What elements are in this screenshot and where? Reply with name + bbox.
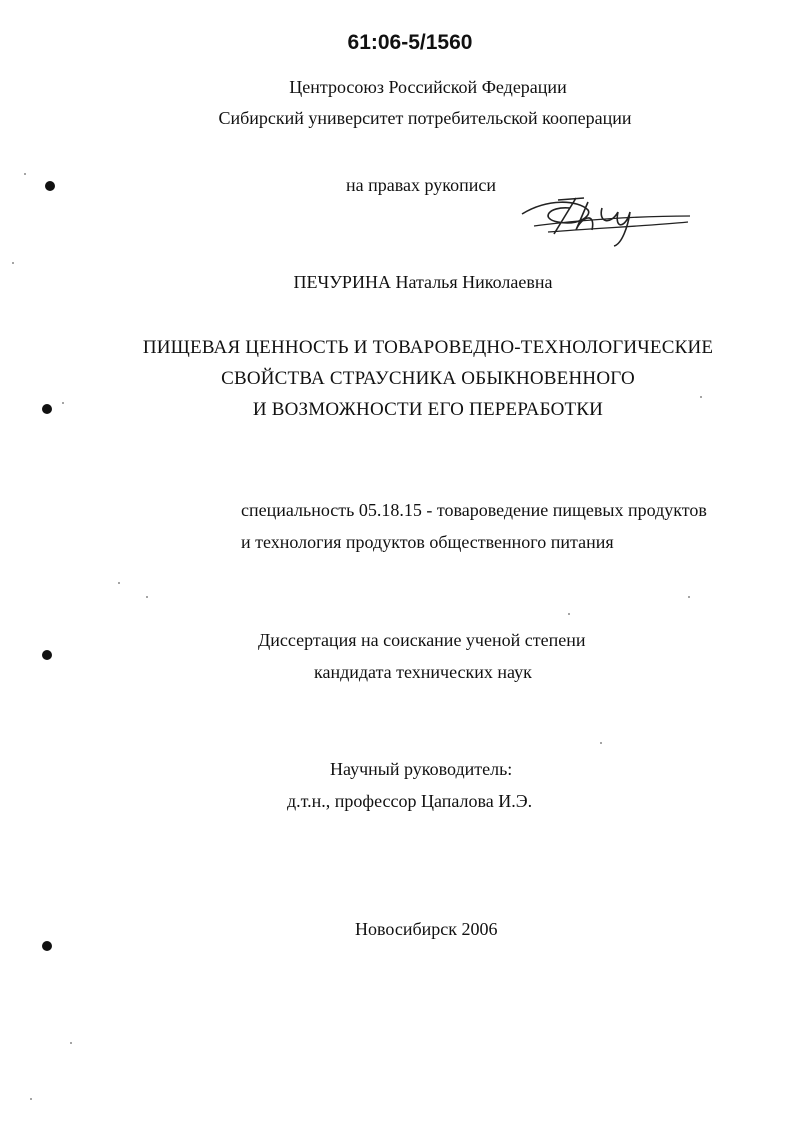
scan-speck	[700, 396, 702, 398]
specialty-line-1: специальность 05.18.15 - товароведение пищевых продуктов	[241, 500, 707, 520]
punch-hole	[42, 650, 52, 660]
place-year: Новосибирск 2006	[355, 919, 498, 939]
author-name: ПЕЧУРИНА Наталья Николаевна	[293, 272, 553, 292]
scan-speck	[62, 402, 64, 404]
punch-hole	[42, 941, 52, 951]
scan-speck	[568, 613, 570, 615]
registry-number: 61:06-5/1560	[347, 31, 473, 54]
punch-hole	[42, 404, 52, 414]
scan-speck	[600, 742, 602, 744]
scan-speck	[70, 1042, 72, 1044]
scan-speck	[118, 582, 120, 584]
signature	[518, 186, 694, 248]
thesis-title-line-3: И ВОЗМОЖНОСТИ ЕГО ПЕРЕРАБОТКИ	[252, 399, 604, 420]
thesis-title-line-2: СВОЙСТВА СТРАУСНИКА ОБЫКНОВЕННОГО	[221, 368, 635, 389]
manuscript-note: на правах рукописи	[346, 175, 496, 195]
scan-speck	[30, 1098, 32, 1100]
university: Сибирский университет потребительской кооперации	[218, 108, 632, 128]
organization: Центросоюз Российской Федерации	[289, 77, 567, 97]
scan-speck	[12, 262, 14, 264]
scan-speck	[688, 596, 690, 598]
thesis-title-line-1: ПИЩЕВАЯ ЦЕННОСТЬ И ТОВАРОВЕДНО-ТЕХНОЛОГИЧЕСКИЕ	[142, 337, 714, 358]
specialty-line-2: и технология продуктов общественного питания	[241, 532, 614, 552]
scan-speck	[146, 596, 148, 598]
scan-speck	[24, 173, 26, 175]
supervisor-name: д.т.н., профессор Цапалова И.Э.	[287, 791, 533, 811]
punch-hole	[45, 181, 55, 191]
degree-line-2: кандидата технических наук	[314, 662, 532, 682]
supervisor-label: Научный руководитель:	[330, 759, 513, 779]
degree-line-1: Диссертация на соискание ученой степени	[258, 630, 586, 650]
